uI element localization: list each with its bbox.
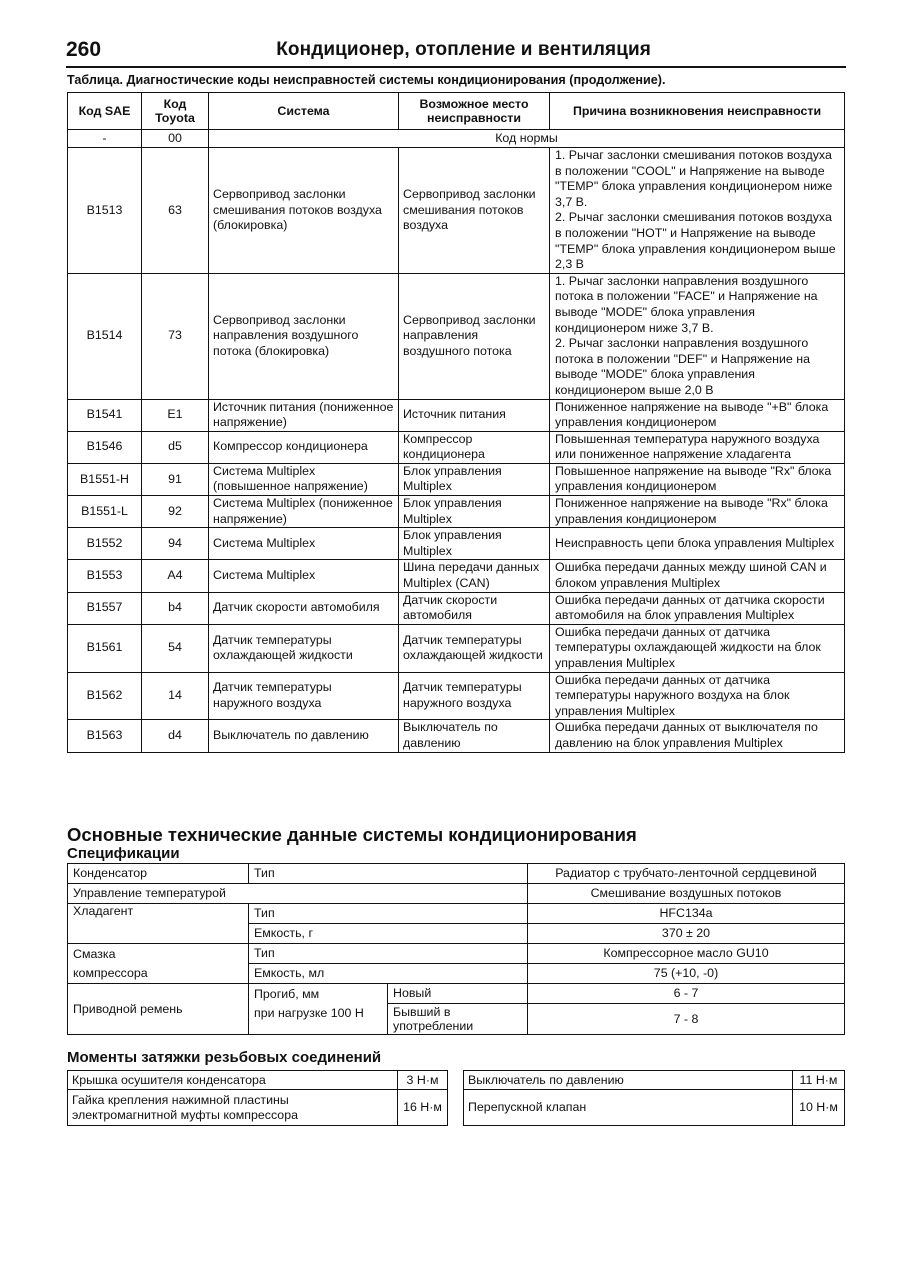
cell-param: Емкость, г bbox=[249, 924, 528, 944]
cell-location: Датчик температуры наружного воздуха bbox=[399, 672, 550, 720]
cell-system: Система Multiplex bbox=[209, 560, 399, 592]
cell-toyota: 63 bbox=[142, 148, 209, 274]
table-row bbox=[68, 1090, 448, 1126]
cell-value: Компрессорное масло GU10 bbox=[528, 944, 845, 964]
page-title: Кондиционер, отопление и вентиляция bbox=[276, 39, 651, 60]
table-row bbox=[68, 904, 845, 924]
table-row bbox=[464, 1071, 845, 1090]
cell-system: Система Multiplex bbox=[209, 528, 399, 560]
table-row bbox=[68, 1071, 448, 1090]
table-row bbox=[68, 592, 845, 624]
table-row bbox=[68, 624, 845, 672]
table-row bbox=[68, 273, 845, 399]
cell-cause: Пониженное напряжение на выводе "+B" блока управления кондиционером bbox=[550, 399, 845, 431]
cell-value: 7 - 8 bbox=[528, 1004, 845, 1035]
cell-location: Блок управления Multiplex bbox=[399, 496, 550, 528]
cell-label: Смазка bbox=[68, 944, 249, 964]
cell-param: Прогиб, мм bbox=[249, 984, 388, 1004]
cell-value: 16 Н·м bbox=[398, 1090, 448, 1126]
page-number: 260 bbox=[66, 38, 102, 61]
header-toyota: Код Toyota bbox=[142, 93, 209, 130]
cell-toyota: 91 bbox=[142, 463, 209, 495]
cell-cause: Ошибка передачи данных от выключателя по давлению на блок управления Multiplex bbox=[550, 720, 845, 752]
cell-label: Хладагент bbox=[68, 904, 249, 944]
cell-sae: B1551-L bbox=[68, 496, 142, 528]
header-location: Возможное место неисправности bbox=[399, 93, 550, 130]
cell-toyota: 92 bbox=[142, 496, 209, 528]
header-system: Система bbox=[209, 93, 399, 130]
table-row bbox=[68, 496, 845, 528]
cell-sae: B1513 bbox=[68, 148, 142, 274]
cell-cause: 1. Рычаг заслонки смешивания потоков воздуха в положении "COOL" и Напряжение на выводе "TEMP" блока управления кондиционером ниже 3,7 В. 2. Рычаг заслонки смешивания потоков воздуха в положении "HOT" и Напряжение на выводе "TEMP" блока управления кондиционером выше 2,3 В bbox=[550, 148, 845, 274]
cell-param: Тип bbox=[249, 864, 528, 884]
specs-table bbox=[67, 863, 845, 1035]
cell-system: Система Multiplex (повышенное напряжение) bbox=[209, 463, 399, 495]
table-row bbox=[68, 964, 845, 984]
torque-table-left bbox=[67, 1070, 448, 1126]
cell-system: Датчик скорости автомобиля bbox=[209, 592, 399, 624]
cell-toyota: E1 bbox=[142, 399, 209, 431]
cell-sae: B1551-H bbox=[68, 463, 142, 495]
cell-location: Блок управления Multiplex bbox=[399, 528, 550, 560]
cell-label: Гайка крепления нажимной пластины электромагнитной муфты компрессора bbox=[68, 1090, 398, 1126]
cell-toyota: 00 bbox=[142, 130, 209, 148]
table-row bbox=[68, 672, 845, 720]
norm-row bbox=[68, 130, 845, 148]
cell-toyota: 73 bbox=[142, 273, 209, 399]
cell-param: Тип bbox=[249, 904, 528, 924]
cell-param: при нагрузке 100 Н bbox=[249, 1004, 388, 1035]
cell-value: 10 Н·м bbox=[793, 1090, 845, 1126]
cell-cause: Неисправность цепи блока управления Multiplex bbox=[550, 528, 845, 560]
cell-cause: 1. Рычаг заслонки направления воздушного потока в положении "FACE" и Напряжение на выводе "MODE" блока управления кондиционером ниже 3,7 В. 2. Рычаг заслонки направления воздушного потока в положении "DEF" и Напряжение на выводе "MODE" блока управления кондиционером выше 2,0 В bbox=[550, 273, 845, 399]
cell-sae: - bbox=[68, 130, 142, 148]
cell-system: Выключатель по давлению bbox=[209, 720, 399, 752]
cell-system: Компрессор кондиционера bbox=[209, 431, 399, 463]
table-row bbox=[68, 148, 845, 274]
cell-toyota: 94 bbox=[142, 528, 209, 560]
cell-param: Новый bbox=[388, 984, 528, 1004]
table-row bbox=[68, 884, 845, 904]
torque-table-right bbox=[463, 1070, 845, 1126]
cell-location: Шина передачи данных Multiplex (CAN) bbox=[399, 560, 550, 592]
cell-location: Датчик температуры охлаждающей жидкости bbox=[399, 624, 550, 672]
cell-system: Сервопривод заслонки смешивания потоков воздуха (блокировка) bbox=[209, 148, 399, 274]
table-row bbox=[68, 431, 845, 463]
table-row bbox=[68, 864, 845, 884]
table-row bbox=[68, 944, 845, 964]
cell-value: 75 (+10, -0) bbox=[528, 964, 845, 984]
table-header-row bbox=[68, 93, 845, 130]
table-caption: Таблица. Диагностические коды неисправностей системы кондиционирования (продолжение). bbox=[67, 73, 666, 87]
cell-toyota: 14 bbox=[142, 672, 209, 720]
cell-label: Выключатель по давлению bbox=[464, 1071, 793, 1090]
cell-location: Компрессор кондиционера bbox=[399, 431, 550, 463]
cell-system: Сервопривод заслонки направления воздушного потока (блокировка) bbox=[209, 273, 399, 399]
cell-value: Радиатор с трубчато-ленточной сердцевиной bbox=[528, 864, 845, 884]
cell-cause: Ошибка передачи данных от датчика температуры наружного воздуха на блок управления Multiplex bbox=[550, 672, 845, 720]
specs-title: Основные технические данные системы кондиционирования bbox=[67, 824, 637, 845]
cell-system: Датчик температуры наружного воздуха bbox=[209, 672, 399, 720]
cell-label: Крышка осушителя конденсатора bbox=[68, 1071, 398, 1090]
cell-system: Система Multiplex (пониженное напряжение) bbox=[209, 496, 399, 528]
cell-sae: B1541 bbox=[68, 399, 142, 431]
cell-label: Перепускной клапан bbox=[464, 1090, 793, 1126]
header-sae: Код SAE bbox=[68, 93, 142, 130]
cell-value: HFC134a bbox=[528, 904, 845, 924]
cell-cause: Повышенная температура наружного воздуха или пониженное напряжение хладагента bbox=[550, 431, 845, 463]
cell-sae: B1561 bbox=[68, 624, 142, 672]
cell-location: Датчик скорости автомобиля bbox=[399, 592, 550, 624]
cell-sae: B1546 bbox=[68, 431, 142, 463]
cell-location: Блок управления Multiplex bbox=[399, 463, 550, 495]
cell-label: Управление температурой bbox=[68, 884, 528, 904]
table-row bbox=[68, 720, 845, 752]
header-cause: Причина возникновения неисправности bbox=[550, 93, 845, 130]
torque-title: Моменты затяжки резьбовых соединений bbox=[67, 1049, 382, 1066]
cell-system: Датчик температуры охлаждающей жидкости bbox=[209, 624, 399, 672]
cell-value: 3 Н·м bbox=[398, 1071, 448, 1090]
cell-param: Емкость, мл bbox=[249, 964, 528, 984]
cell-sae: B1553 bbox=[68, 560, 142, 592]
cell-toyota: b4 bbox=[142, 592, 209, 624]
cell-label: компрессора bbox=[68, 964, 249, 984]
specs-subtitle: Спецификации bbox=[67, 845, 180, 862]
cell-location: Выключатель по давлению bbox=[399, 720, 550, 752]
cell-cause: Ошибка передачи данных от датчика скорости автомобиля на блок управления Multiplex bbox=[550, 592, 845, 624]
cell-toyota: d5 bbox=[142, 431, 209, 463]
cell-location: Сервопривод заслонки направления воздушного потока bbox=[399, 273, 550, 399]
cell-value: 11 Н·м bbox=[793, 1071, 845, 1090]
cell-cause: Пониженное напряжение на выводе "Rx" блока управления кондиционером bbox=[550, 496, 845, 528]
table-row bbox=[68, 399, 845, 431]
cell-value: 6 - 7 bbox=[528, 984, 845, 1004]
cell-label: Конденсатор bbox=[68, 864, 249, 884]
page-header bbox=[66, 38, 846, 68]
cell-sae: B1514 bbox=[68, 273, 142, 399]
table-row bbox=[68, 560, 845, 592]
cell-value: 370 ± 20 bbox=[528, 924, 845, 944]
cell-toyota: 54 bbox=[142, 624, 209, 672]
cell-system: Источник питания (пониженное напряжение) bbox=[209, 399, 399, 431]
table-row bbox=[68, 463, 845, 495]
cell-cause: Ошибка передачи данных от датчика температуры охлаждающей жидкости на блок управления Multiplex bbox=[550, 624, 845, 672]
cell-sae: B1557 bbox=[68, 592, 142, 624]
cell-norm: Код нормы bbox=[209, 130, 845, 148]
cell-sae: B1563 bbox=[68, 720, 142, 752]
cell-value: Смешивание воздушных потоков bbox=[528, 884, 845, 904]
cell-toyota: A4 bbox=[142, 560, 209, 592]
cell-param: Тип bbox=[249, 944, 528, 964]
table-row bbox=[68, 528, 845, 560]
diagnostic-codes-table bbox=[67, 92, 845, 753]
table-row bbox=[68, 984, 845, 1004]
cell-toyota: d4 bbox=[142, 720, 209, 752]
cell-sae: B1552 bbox=[68, 528, 142, 560]
cell-location: Сервопривод заслонки смешивания потоков воздуха bbox=[399, 148, 550, 274]
cell-cause: Ошибка передачи данных между шиной CAN и блоком управления Multiplex bbox=[550, 560, 845, 592]
table-row bbox=[464, 1090, 845, 1126]
cell-sae: B1562 bbox=[68, 672, 142, 720]
cell-location: Источник питания bbox=[399, 399, 550, 431]
cell-param: Бывший в употреблении bbox=[388, 1004, 528, 1035]
cell-label: Приводной ремень bbox=[68, 984, 249, 1035]
cell-cause: Повышенное напряжение на выводе "Rx" блока управления кондиционером bbox=[550, 463, 845, 495]
